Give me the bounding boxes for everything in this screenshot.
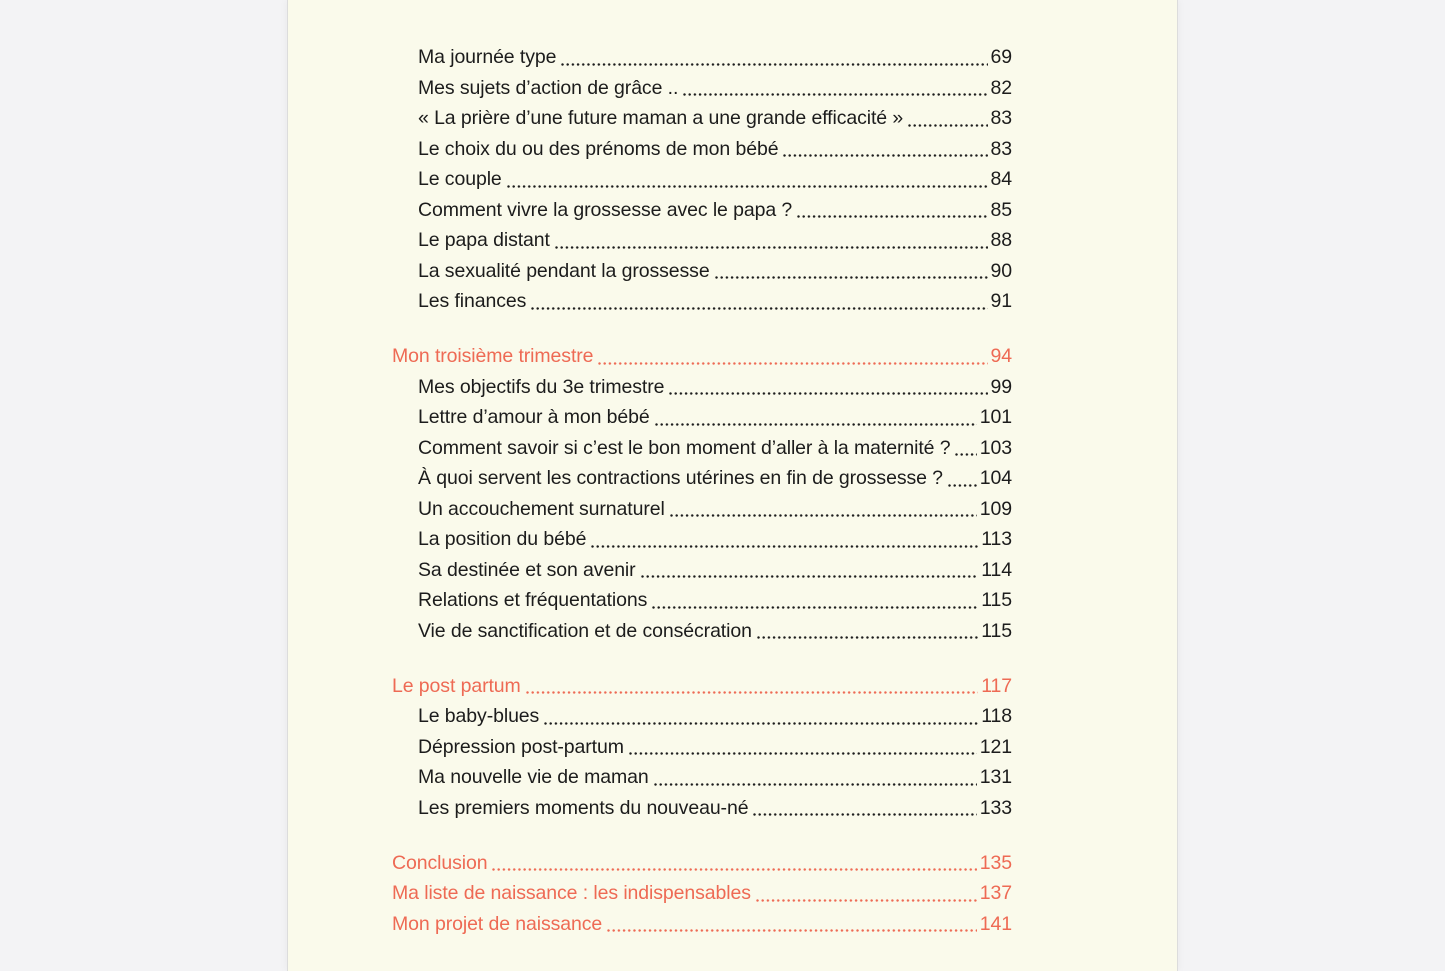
dot-leader — [526, 286, 990, 317]
dot-leader — [539, 701, 981, 732]
toc-entry-page-number: 115 — [981, 589, 1012, 611]
dot-leader — [792, 195, 990, 226]
toc-entry[interactable] — [392, 732, 1012, 763]
toc-entry[interactable] — [392, 463, 1012, 494]
table-of-contents — [288, 0, 1177, 971]
toc-entry-label: Le baby-blues — [418, 705, 540, 727]
dot-leader — [751, 878, 980, 909]
dot-leader — [950, 433, 979, 464]
toc-entry[interactable] — [392, 402, 1012, 433]
toc-entry-page-number: 91 — [990, 290, 1012, 312]
dot-leader — [521, 671, 982, 702]
toc-entry-page-number: 113 — [981, 528, 1012, 550]
toc-entry[interactable] — [392, 878, 1012, 909]
toc-entry[interactable] — [392, 164, 1012, 195]
dot-leader — [647, 585, 981, 616]
dot-leader — [752, 616, 981, 647]
toc-entry-page-number: 83 — [990, 107, 1012, 129]
dot-leader — [748, 793, 979, 824]
toc-entry-label: Relations et fréquentations — [418, 589, 648, 611]
toc-entry-page-number: 85 — [990, 198, 1012, 221]
toc-entry[interactable] — [392, 494, 1012, 525]
toc-entry[interactable] — [392, 524, 1012, 555]
toc-entry-label: Comment vivre la grossesse avec le papa ? — [418, 198, 793, 221]
toc-entry[interactable] — [392, 42, 1012, 73]
toc-entry-label: Mon projet de naissance — [392, 912, 603, 935]
toc-entry-page-number: 101 — [979, 406, 1012, 428]
dot-leader — [903, 103, 990, 134]
toc-entry[interactable] — [392, 286, 1012, 317]
toc-entry-label: Lettre d’amour à mon bébé — [418, 406, 650, 428]
toc-entry[interactable] — [392, 73, 1012, 104]
toc-entry[interactable] — [392, 616, 1012, 647]
toc-entry-page-number: 90 — [990, 259, 1012, 282]
toc-entry-label: Le papa distant — [418, 229, 550, 251]
toc-entry-page-number: 117 — [981, 674, 1012, 697]
toc-entry-label: Les finances — [418, 290, 527, 312]
toc-entry[interactable] — [392, 195, 1012, 226]
dot-leader — [943, 463, 980, 494]
toc-entry[interactable] — [392, 256, 1012, 287]
dot-leader — [593, 341, 990, 372]
toc-entry[interactable] — [392, 909, 1012, 940]
toc-entry-page-number: 69 — [990, 46, 1012, 68]
toc-entry-label: Conclusion — [392, 851, 488, 874]
toc-entry-page-number: 109 — [979, 497, 1012, 520]
toc-entry-page-number: 94 — [990, 345, 1012, 367]
toc-entry-label: Mes sujets d’action de grâce .. — [418, 76, 679, 99]
toc-entry-label: Mes objectifs du 3e trimestre — [418, 375, 665, 398]
toc-entry-label: « La prière d’une future maman a une grande efficacité » — [418, 107, 904, 129]
toc-entry-page-number: 103 — [979, 436, 1012, 459]
toc-entry-page-number: 83 — [990, 137, 1012, 160]
toc-entry[interactable] — [392, 585, 1012, 616]
toc-entry-page-number: 88 — [990, 229, 1012, 251]
dot-leader — [586, 524, 981, 555]
dot-leader — [649, 762, 980, 793]
dot-leader — [650, 402, 980, 433]
toc-entry-page-number: 118 — [981, 705, 1012, 727]
dot-leader — [487, 848, 979, 879]
toc-entry-label: Le choix du ou des prénoms de mon bébé — [418, 137, 779, 160]
toc-entry[interactable] — [392, 848, 1012, 879]
toc-entry-page-number: 104 — [979, 467, 1012, 489]
dot-leader — [678, 73, 990, 104]
toc-entry[interactable] — [392, 555, 1012, 586]
toc-entry[interactable] — [392, 701, 1012, 732]
toc-entry-label: Le couple — [418, 168, 502, 190]
toc-entry-page-number: 131 — [979, 766, 1012, 788]
toc-entry-page-number: 135 — [979, 851, 1012, 874]
dot-leader — [710, 256, 991, 287]
toc-entry[interactable] — [392, 372, 1012, 403]
toc-entry[interactable] — [392, 793, 1012, 824]
toc-entry-label: À quoi servent les contractions utérines en fin de grossesse ? — [418, 467, 943, 489]
dot-leader — [550, 225, 991, 256]
toc-entry-label: La sexualité pendant la grossesse — [418, 259, 710, 282]
toc-entry[interactable] — [392, 433, 1012, 464]
toc-entry-label: Sa destinée et son avenir — [418, 558, 636, 581]
dot-leader — [778, 134, 990, 165]
dot-leader — [502, 164, 991, 195]
toc-entry[interactable] — [392, 341, 1012, 372]
toc-entry-page-number: 141 — [979, 912, 1012, 935]
dot-leader — [665, 494, 980, 525]
dot-leader — [556, 42, 990, 73]
toc-entry-label: Ma journée type — [418, 46, 557, 68]
toc-entry-page-number: 84 — [990, 168, 1012, 190]
toc-entry-label: Comment savoir si c’est le bon moment d’aller à la maternité ? — [418, 436, 951, 459]
dot-leader — [624, 732, 980, 763]
toc-entry[interactable] — [392, 671, 1012, 702]
toc-entry[interactable] — [392, 225, 1012, 256]
toc-entry-page-number: 133 — [979, 796, 1012, 819]
toc-entry-label: Ma nouvelle vie de maman — [418, 766, 649, 788]
toc-entry-page-number: 114 — [981, 558, 1012, 581]
toc-entry-label: Un accouchement surnaturel — [418, 497, 665, 520]
toc-entry-label: Ma liste de naissance : les indispensables — [392, 882, 751, 904]
dot-leader — [636, 555, 982, 586]
toc-entry-page-number: 137 — [979, 882, 1012, 904]
toc-entry-label: Mon troisième trimestre — [392, 345, 594, 367]
toc-entry-label: Le post partum — [392, 674, 521, 697]
toc-entry-page-number: 82 — [990, 76, 1012, 99]
toc-entry-label: Les premiers moments du nouveau-né — [418, 796, 749, 819]
toc-entry-page-number: 121 — [979, 735, 1012, 758]
book-page — [287, 0, 1178, 971]
toc-entry[interactable] — [392, 134, 1012, 165]
toc-entry-label: La position du bébé — [418, 528, 587, 550]
toc-entry-page-number: 99 — [990, 375, 1012, 398]
toc-entry[interactable] — [392, 103, 1012, 134]
toc-entry-label: Dépression post-partum — [418, 735, 624, 758]
dot-leader — [664, 372, 990, 403]
toc-entry-label: Vie de sanctification et de consécration — [418, 619, 752, 642]
dot-leader — [602, 909, 980, 940]
toc-entry-page-number: 115 — [981, 619, 1012, 642]
toc-entry[interactable] — [392, 762, 1012, 793]
